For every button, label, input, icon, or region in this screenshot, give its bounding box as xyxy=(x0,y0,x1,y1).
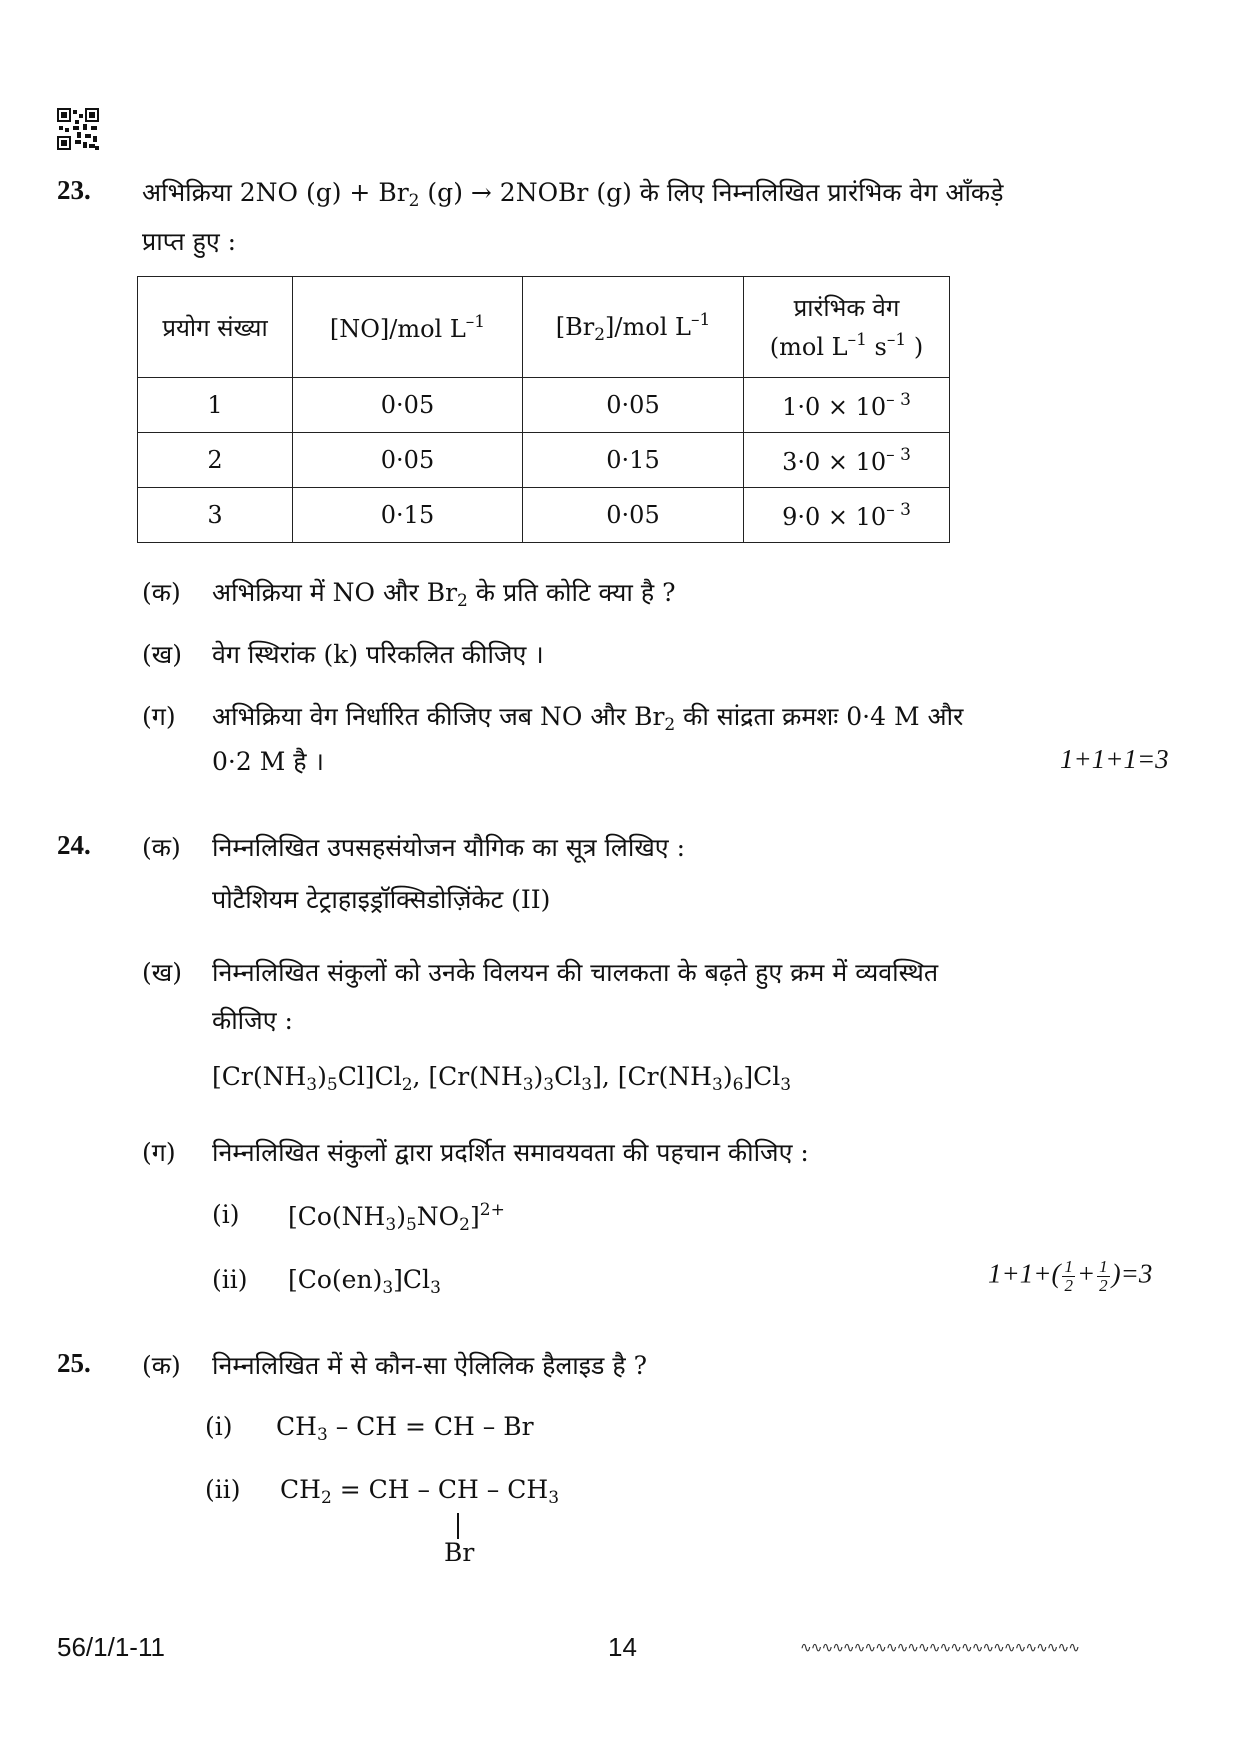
cell-rate: $3\cdot 0 \times 10^{- 3}$ xyxy=(744,433,950,488)
cell-br2: 0·05 xyxy=(523,378,744,433)
q23-part-c-label: (ग) xyxy=(142,702,176,731)
q24-part-b-cont: कीजिए : xyxy=(212,1006,293,1035)
header-br2-concentration: $[Br_2]$/mol $L^{-1}$ xyxy=(523,277,744,378)
q25-option-ii-label: (ii) xyxy=(205,1475,241,1504)
header-no-concentration: [NO]/mol $L^{-1}$ xyxy=(293,277,523,378)
q24-part-a-compound: पोटैशियम टेट्राहाइड्रॉक्सिडोज़िंकेट (II) xyxy=(212,885,551,914)
q23-stem-cont: प्राप्त हुए : xyxy=(142,227,237,256)
table-header-row xyxy=(138,277,950,378)
bond-line xyxy=(457,1513,459,1539)
page-number: 14 xyxy=(608,1632,637,1662)
q24-part-a: निम्नलिखित उपसहसंयोजन यौगिक का सूत्र लिखिए : xyxy=(212,833,686,862)
question-number-23: 23. xyxy=(57,175,91,205)
q23-part-c-cont: 0·2 M है । xyxy=(212,747,324,776)
q24-marks: 1+1+( $\frac{1}{2}$ + $\frac{1}{2}$ )=3 xyxy=(988,1257,1153,1295)
cell-br2: 0·15 xyxy=(523,433,744,488)
q25-option-i-formula: $CH_3$ – CH = CH – Br xyxy=(276,1412,534,1445)
half-fraction: $\frac{1}{2}$ xyxy=(1099,1257,1108,1295)
table-row xyxy=(138,378,950,433)
bromine-substituent: Br xyxy=(444,1538,475,1567)
q23-stem: अभिक्रिया 2NO $(g) + Br_2$ (g) → 2NOBr (g) के लिए निम्नलिखित प्रारंभिक वेग आँकड़े xyxy=(142,178,1004,211)
q24-part-b-label: (ख) xyxy=(142,958,182,987)
q24-part-b: निम्नलिखित संकुलों को उनके विलयन की चालकता के बढ़ते हुए क्रम में व्यवस्थित xyxy=(212,958,939,987)
cell-rate: $1\cdot 0 \times 10^{- 3}$ xyxy=(744,378,950,433)
q24-part-b-formulae: $[Cr(NH_3)_5Cl]Cl_2$, $[Cr(NH_3)_3Cl_3]$, $[Cr(NH_3)_6]Cl_3$ xyxy=(212,1062,792,1095)
wavy-decoration: ∿∿∿∿∿∿∿∿∿∿∿∿∿∿∿∿∿∿∿∿∿∿∿∿∿∿ xyxy=(800,1640,1079,1656)
cell-experiment: 2 xyxy=(138,433,293,488)
question-number-24: 24. xyxy=(57,830,91,860)
question-number-25: 25. xyxy=(57,1348,91,1378)
q24-part-a-label: (क) xyxy=(142,833,181,862)
q24-sub-ii-formula: $[Co(en)_3]Cl_3$ xyxy=(288,1265,441,1298)
qr-code-icon xyxy=(57,108,99,150)
table-row xyxy=(138,433,950,488)
q23-part-b: वेग स्थिरांक (k) परिकलित कीजिए । xyxy=(212,640,544,669)
cell-br2: 0·05 xyxy=(523,488,744,543)
q23-part-a-label: (क) xyxy=(142,578,181,607)
q23-part-c: अभिक्रिया वेग निर्धारित कीजिए जब NO और $Br_2$ की सांद्रता क्रमशः 0·4 M और xyxy=(212,702,964,735)
table-row xyxy=(138,488,950,543)
header-initial-rate: प्रारंभिक वेग (mol $L^{-1}$ $s^{-1}$ ) xyxy=(744,277,950,378)
q23-part-a: अभिक्रिया में NO और $Br_2$ के प्रति कोटि क्या है ? xyxy=(212,578,676,611)
q23-marks: 1+1+1=3 xyxy=(1060,744,1169,774)
q25-option-ii-formula: $CH_2$ = CH – CH – $CH_3$ xyxy=(280,1475,560,1508)
half-fraction: $\frac{1}{2}$ xyxy=(1064,1257,1073,1295)
cell-no: 0·15 xyxy=(293,488,523,543)
q25-part-a: निम्नलिखित में से कौन-सा ऐलिलिक हैलाइड है ? xyxy=(212,1351,648,1380)
q24-sub-i-label: (i) xyxy=(212,1200,240,1229)
cell-experiment: 1 xyxy=(138,378,293,433)
q23-part-b-label: (ख) xyxy=(142,640,182,669)
rate-data-table xyxy=(137,276,950,543)
q25-option-i-label: (i) xyxy=(205,1412,233,1441)
cell-no: 0·05 xyxy=(293,433,523,488)
q24-part-c: निम्नलिखित संकुलों द्वारा प्रदर्शित समावयवता की पहचान कीजिए : xyxy=(212,1138,809,1167)
q24-part-c-label: (ग) xyxy=(142,1138,176,1167)
cell-rate: $9\cdot 0 \times 10^{- 3}$ xyxy=(744,488,950,543)
q25-part-a-label: (क) xyxy=(142,1351,181,1380)
cell-no: 0·05 xyxy=(293,378,523,433)
header-experiment-number: प्रयोग संख्या xyxy=(138,277,293,378)
q24-sub-ii-label: (ii) xyxy=(212,1265,248,1294)
cell-experiment: 3 xyxy=(138,488,293,543)
q24-sub-i-formula: $[Co(NH_3)_5NO_2]^{2+}$ xyxy=(288,1200,505,1235)
paper-code: 56/1/1-11 xyxy=(57,1632,165,1662)
